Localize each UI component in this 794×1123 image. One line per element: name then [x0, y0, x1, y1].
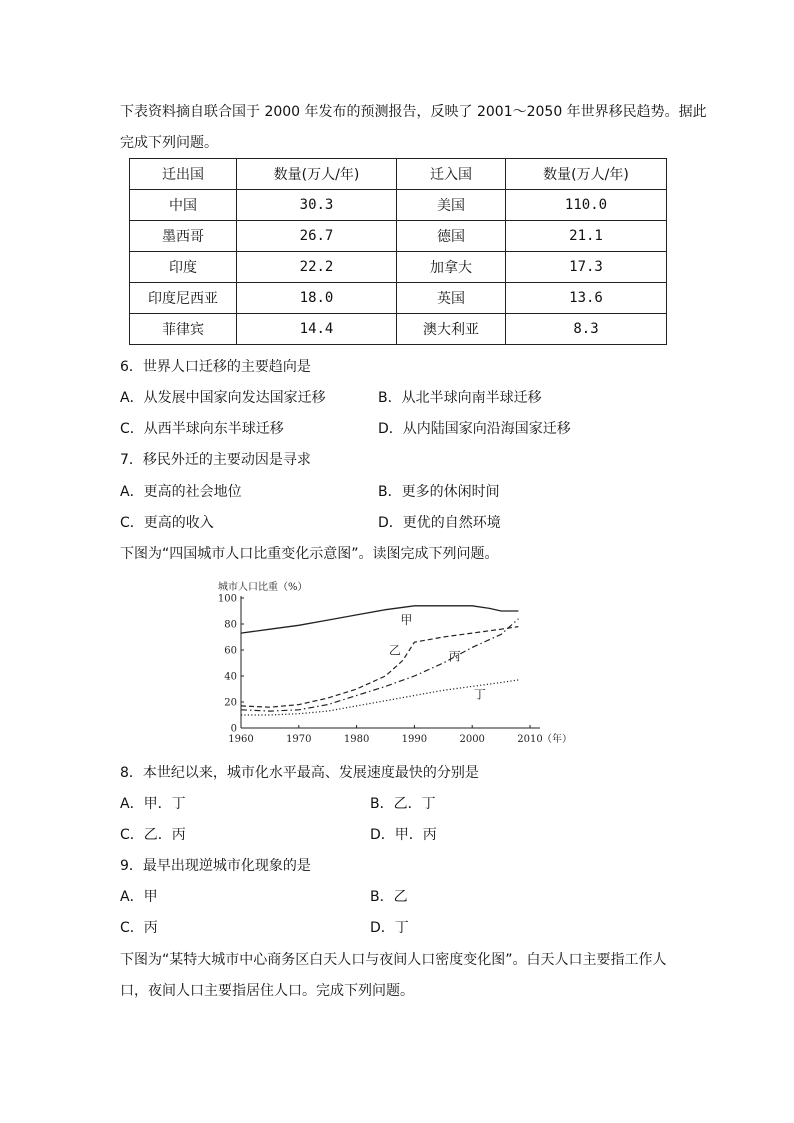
header-cell: 迁出国 — [130, 159, 237, 190]
migration-table — [129, 158, 667, 345]
q6-option-a: A．从发展中国家向发达国家迁移 — [120, 390, 326, 406]
y-tick-label: 100 — [217, 593, 237, 605]
series-label: 丙 — [448, 649, 461, 664]
y-tick-label: 80 — [224, 619, 237, 631]
q6-stem: 6．世界人口迁移的主要趋向是 — [120, 359, 311, 375]
cbd-intro-line-2: 口，夜间人口主要指居住人口。完成下列问题。 — [120, 983, 414, 999]
cbd-intro-line-1: 下图为“某特大城市中心商务区白天人口与夜间人口密度变化图”。白天人口主要指工作人 — [120, 952, 667, 968]
y-tick-label: 20 — [224, 697, 237, 709]
table-cell: 加拿大 — [397, 252, 506, 283]
q6-option-b: B．从北半球向南半球迁移 — [378, 390, 542, 406]
table-cell: 14.4 — [237, 314, 397, 345]
table-cell: 美国 — [397, 190, 506, 221]
table-cell: 菲律宾 — [130, 314, 237, 345]
table-row — [130, 252, 667, 283]
table-cell: 中国 — [130, 190, 237, 221]
header-cell: 迁入国 — [397, 159, 506, 190]
urban-population-chart — [212, 578, 592, 750]
q8-option-d: D．甲．丙 — [370, 827, 437, 843]
q7-option-a: A．更高的社会地位 — [120, 484, 242, 500]
q9-stem: 9．最早出现逆城市化现象的是 — [120, 858, 311, 874]
x-tick-label: 1980 — [343, 734, 370, 745]
table-header-row — [130, 159, 667, 190]
header-cell: 数量(万人/年) — [506, 159, 667, 190]
q7-option-d: D．更优的自然环境 — [378, 515, 501, 531]
q8-stem: 8．本世纪以来，城市化水平最高、发展速度最快的分别是 — [120, 765, 479, 781]
intro-line-2: 完成下列问题。 — [120, 135, 218, 151]
x-tick-label: 1970 — [286, 734, 312, 745]
chart-intro: 下图为“四国城市人口比重变化示意图”。读图完成下列问题。 — [120, 546, 499, 562]
y-tick-label: 60 — [224, 645, 237, 657]
table-cell: 印度 — [130, 252, 237, 283]
series-label: 乙 — [388, 643, 401, 658]
table-row — [130, 314, 667, 345]
q7-option-c: C．更高的收入 — [120, 515, 214, 531]
table-cell: 德国 — [397, 221, 506, 252]
y-tick-label: 40 — [224, 671, 237, 683]
series-line-solid — [241, 606, 518, 633]
q6-option-c: C．从西半球向东半球迁移 — [120, 421, 284, 437]
header-cell: 数量(万人/年) — [237, 159, 397, 190]
y-tick-label: 0 — [230, 723, 237, 735]
q9-option-b: B．乙 — [370, 889, 408, 905]
table-cell: 印度尼西亚 — [130, 283, 237, 314]
table-cell: 英国 — [397, 283, 506, 314]
table-cell: 18.0 — [237, 283, 397, 314]
q7-option-b: B．更多的休闲时间 — [378, 484, 500, 500]
x-axis-label: （年） — [542, 734, 572, 745]
table-row — [130, 221, 667, 252]
series-label: 丁 — [473, 687, 486, 702]
table-cell: 墨西哥 — [130, 221, 237, 252]
q8-option-a: A．甲．丁 — [120, 796, 186, 812]
table-cell: 8.3 — [506, 314, 667, 345]
x-tick-label: 1990 — [401, 734, 428, 745]
table-cell: 澳大利亚 — [397, 314, 506, 345]
table-cell: 26.7 — [237, 221, 397, 252]
x-tick-label: 1960 — [228, 734, 254, 745]
q9-option-c: C．丙 — [120, 920, 158, 936]
x-tick-label: 2000 — [459, 734, 485, 745]
q9-option-d: D．丁 — [370, 920, 409, 936]
table-cell: 21.1 — [506, 221, 667, 252]
q6-option-d: D．从内陆国家向沿海国家迁移 — [378, 421, 571, 437]
table-cell: 110.0 — [506, 190, 667, 221]
x-tick-label: 2010 — [517, 734, 543, 745]
y-axis-label: 城市人口比重（%） — [218, 582, 308, 593]
q7-stem: 7．移民外迁的主要动因是寻求 — [120, 452, 311, 468]
series-label: 甲 — [400, 612, 413, 627]
intro-line-1: 下表资料摘自联合国于 2000 年发布的预测报告，反映了 2001～2050 年世界移民趋势。据此 — [120, 104, 707, 120]
table-cell: 30.3 — [237, 190, 397, 221]
table-cell: 17.3 — [506, 252, 667, 283]
table-row — [130, 283, 667, 314]
q8-option-c: C．乙．丙 — [120, 827, 186, 843]
table-cell: 13.6 — [506, 283, 667, 314]
table-row — [130, 190, 667, 221]
q9-option-a: A．甲 — [120, 889, 158, 905]
q8-option-b: B．乙．丁 — [370, 796, 436, 812]
table-cell: 22.2 — [237, 252, 397, 283]
